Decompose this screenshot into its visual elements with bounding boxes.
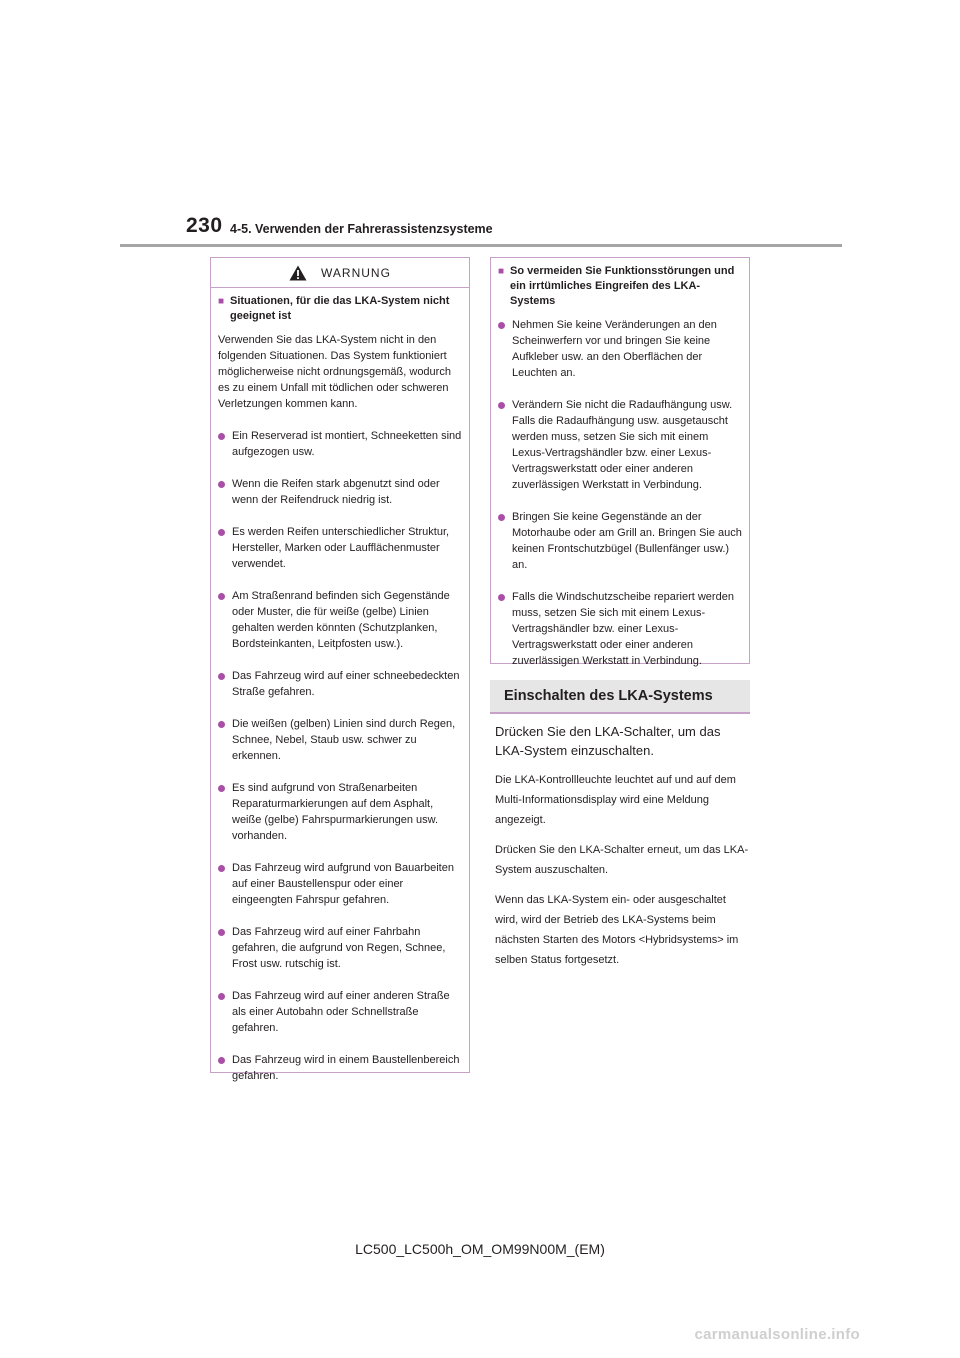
list-item-text: Das Fahrzeug wird in einem Baustellenbereich gefahren. — [232, 1054, 460, 1082]
list-item — [498, 509, 743, 573]
avoid-box — [490, 257, 750, 667]
list-item-text: Das Fahrzeug wird auf einer anderen Straße als einer Autobahn oder Schnellstraße gefahren. — [232, 990, 450, 1034]
round-bullet-icon — [218, 721, 225, 728]
round-bullet-icon — [498, 402, 505, 409]
list-item — [218, 588, 463, 652]
list-item-text: Am Straßenrand befinden sich Gegenstände oder Muster, die für weiße (gelbe) Linien gehalten werden könnten (Schutzplanken, Bordsteinkanten, Leitpfosten usw.). — [232, 590, 450, 650]
warning-header — [211, 258, 469, 288]
page-number: 230 — [186, 214, 223, 237]
section-title: 4-5. Verwenden der Fahrerassistenzsysteme — [230, 222, 493, 236]
list-item-text: Das Fahrzeug wird auf einer schneebedeckten Straße gefahren. — [232, 670, 460, 698]
square-bullet-icon: ■ — [498, 266, 505, 277]
round-bullet-icon — [218, 993, 225, 1000]
round-bullet-icon — [218, 1057, 225, 1064]
avoid-list — [498, 317, 743, 669]
list-item-text: Das Fahrzeug wird auf einer Fahrbahn gefahren, die aufgrund von Regen, Schnee, Frost usw. rutschig ist. — [232, 926, 446, 970]
warning-list — [218, 428, 463, 1084]
list-item — [218, 1052, 463, 1084]
list-item-text: Falls die Windschutzscheibe repariert werden muss, setzen Sie sich mit einem Lexus-Vertragshändler bzw. einer Lexus-Vertragswerkstatt oder einer anderen zuverlässigen Werkstatt in Verbindung. — [512, 591, 734, 667]
section-paragraph: Die LKA-Kontrollleuchte leuchtet auf und auf dem Multi-Informationsdisplay wird eine Meldung angezeigt. — [495, 774, 736, 826]
section-heading: Einschalten des LKA-Systems — [490, 680, 750, 714]
list-item-text: Ein Reserverad ist montiert, Schneeketten sind aufgezogen usw. — [232, 430, 462, 458]
warning-title: WARNUNG — [321, 265, 391, 280]
list-item — [218, 668, 463, 700]
warning-intro: Verwenden Sie das LKA-System nicht in den folgenden Situationen. Das System funktioniert möglicherweise nicht ordnungsgemäß, wodurch es zu einem Unfall mit tödlichen oder schweren Verletzungen kommen kann. — [218, 334, 451, 410]
section-paragraph: Drücken Sie den LKA-Schalter erneut, um das LKA-System auszuschalten. — [495, 844, 749, 876]
warning-heading-text: Situationen, für die das LKA-System nicht geeignet ist — [230, 295, 450, 322]
watermark: carmanualsonline.info — [694, 1326, 860, 1343]
square-bullet-icon: ■ — [218, 296, 225, 307]
header-divider — [120, 244, 842, 247]
avoid-heading-text: So vermeiden Sie Funktionsstörungen und ein irrtümliches Eingreifen des LKA-Systems — [510, 265, 735, 307]
round-bullet-icon — [218, 929, 225, 936]
round-bullet-icon — [218, 865, 225, 872]
section-lead: Drücken Sie den LKA-Schalter, um das LKA-System einzuschalten. — [495, 724, 721, 758]
list-item-text: Bringen Sie keine Gegenstände an der Motorhaube oder am Grill an. Bringen Sie auch keinen Frontschutzbügel (Bullenfänger usw.) an. — [512, 511, 742, 571]
list-item — [218, 716, 463, 764]
list-item-text: Es werden Reifen unterschiedlicher Struktur, Hersteller, Marken oder Laufflächenmuster verwendet. — [232, 526, 450, 570]
list-item — [218, 428, 463, 460]
list-item — [218, 476, 463, 508]
round-bullet-icon — [218, 481, 225, 488]
list-item-text: Verändern Sie nicht die Radaufhängung usw. Falls die Radaufhängung usw. ausgetauscht werden muss, setzen Sie sich mit einem Lexus-Vertragshändler bzw. einer Lexus-Vertragswerkstatt oder einer anderen zuverlässigen Werkstatt in Verbindung. — [512, 399, 733, 491]
list-item — [498, 589, 743, 669]
list-item-text: Es sind aufgrund von Straßenarbeiten Reparaturmarkierungen auf dem Asphalt, weiße (gelbe) Fahrspurmarkierungen usw. vorhanden. — [232, 782, 439, 842]
section-body — [495, 722, 750, 980]
list-item — [218, 860, 463, 908]
list-item-text: Wenn die Reifen stark abgenutzt sind oder wenn der Reifendruck niedrig ist. — [232, 478, 440, 506]
warning-triangle-icon — [289, 265, 307, 281]
list-item — [218, 988, 463, 1036]
list-item-text: Das Fahrzeug wird aufgrund von Bauarbeiten auf einer Baustellenspur oder einer eingeengten Fahrspur gefahren. — [232, 862, 454, 906]
footer-code: LC500_LC500h_OM_OM99N00M_(EM) — [355, 1241, 605, 1257]
round-bullet-icon — [218, 529, 225, 536]
list-item — [218, 524, 463, 572]
round-bullet-icon — [498, 322, 505, 329]
warning-heading — [218, 294, 463, 324]
list-item — [218, 924, 463, 972]
list-item-text: Die weißen (gelben) Linien sind durch Regen, Schnee, Nebel, Staub usw. schwer zu erkennen. — [232, 718, 456, 762]
section-paragraph: Wenn das LKA-System ein- oder ausgeschaltet wird, wird der Betrieb des LKA-Systems beim nächsten Starten des Motors <Hybridsystems> im selben Status fortgesetzt. — [495, 894, 739, 966]
round-bullet-icon — [218, 433, 225, 440]
list-item — [218, 780, 463, 844]
avoid-heading — [498, 264, 743, 309]
list-item — [498, 397, 743, 493]
round-bullet-icon — [218, 673, 225, 680]
round-bullet-icon — [218, 593, 225, 600]
round-bullet-icon — [218, 785, 225, 792]
round-bullet-icon — [498, 514, 505, 521]
round-bullet-icon — [498, 594, 505, 601]
list-item-text: Nehmen Sie keine Veränderungen an den Scheinwerfern vor und bringen Sie keine Aufkleber usw. an den Oberflächen der Leuchten an. — [512, 319, 717, 379]
list-item — [498, 317, 743, 381]
warning-box — [210, 257, 470, 1082]
